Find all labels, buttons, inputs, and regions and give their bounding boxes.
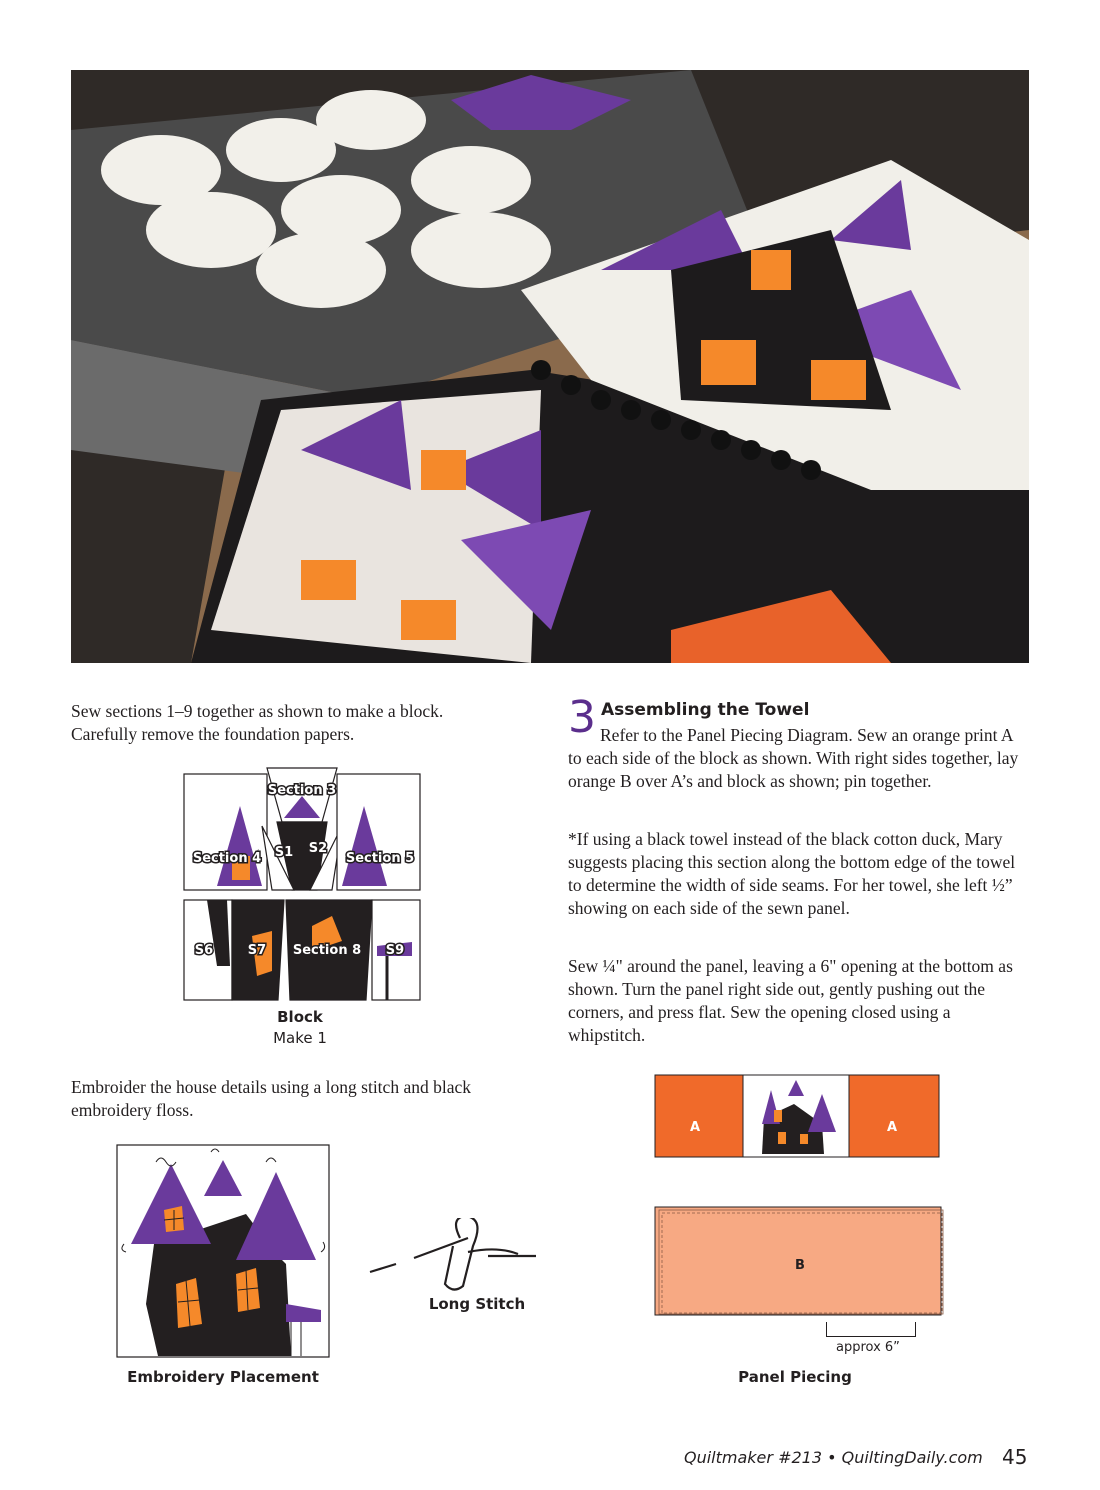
section-5-label: Section 5 (345, 851, 415, 866)
opening-bracket (826, 1322, 916, 1337)
panel-label-a-left: A (690, 1120, 701, 1135)
s9-label: S9 (385, 943, 405, 958)
s2-label: S2 (308, 841, 328, 856)
sew-sections-paragraph: Sew sections 1–9 together as shown to make a block. Carefully remove the foundation papers. (71, 701, 444, 744)
page-number: 45 (1002, 1445, 1028, 1469)
section-3-label: Section 3 (267, 783, 337, 798)
s7-label: S7 (247, 943, 267, 958)
step-number: 3 (568, 692, 596, 743)
halloween-photo (71, 70, 1029, 663)
panel-top-row (654, 1074, 944, 1158)
step-paragraph-1: Refer to the Panel Piecing Diagram. Sew an orange print A to each side of the block as shown. With right sides together, lay orange B over A’s and block as shown; pin together. (568, 725, 1019, 791)
embroidery-placement-diagram (116, 1144, 330, 1358)
block-diagram (182, 766, 422, 1002)
s6-label: S6 (194, 943, 214, 958)
block-caption: Block (277, 1008, 323, 1026)
section-4-label: Section 4 (192, 851, 262, 866)
step-title: Assembling the Towel (601, 700, 810, 720)
opening-label: approx 6” (836, 1340, 900, 1355)
footer-text: Quiltmaker #213 • QuiltingDaily.com (684, 1448, 983, 1467)
section-8-label: Section 8 (292, 943, 362, 958)
embroider-paragraph: Embroider the house details using a long stitch and black embroidery floss. (71, 1077, 471, 1120)
panel-caption: Panel Piecing (738, 1368, 852, 1386)
step-paragraph-3: Sew ¼" around the panel, leaving a 6" opening at the bottom as shown. Turn the panel right side out, gently pushing out the corners, and press flat. Sew the opening closed using a whipstitch. (568, 956, 1013, 1045)
s1-label: S1 (274, 845, 294, 860)
step-paragraph-2: *If using a black towel instead of the black cotton duck, Mary suggests placing this section along the bottom edge of the towel to determine the width of side seams. For her towel, she left ½” showing on each side of the sewn panel. (568, 829, 1016, 918)
needle-thread-icon (368, 1218, 540, 1294)
block-subcaption: Make 1 (273, 1029, 327, 1047)
embroidery-caption: Embroidery Placement (127, 1368, 319, 1386)
long-stitch-caption: Long Stitch (428, 1295, 526, 1313)
panel-label-b: B (795, 1258, 805, 1273)
panel-label-a-right: A (887, 1120, 898, 1135)
